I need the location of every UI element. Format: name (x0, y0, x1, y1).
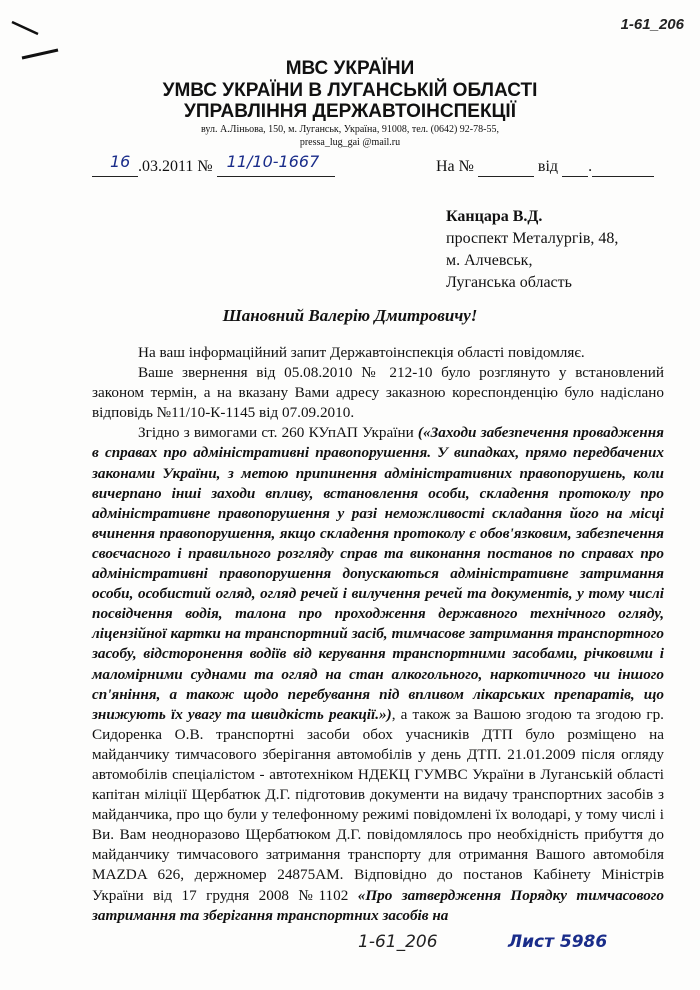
outgoing-registration (92, 152, 392, 180)
recipient-city: м. Алчевськ, (446, 252, 533, 269)
date-day-handwritten: 16 (110, 152, 131, 171)
org-email: pressa_lug_gai @mail.ru (299, 137, 401, 148)
recipient-region: Луганська область (446, 274, 572, 291)
recipient-block (446, 206, 618, 294)
salutation: Шановний Валерію Дмитровичу! (222, 306, 478, 325)
reference-number: 1-61_206 (620, 16, 684, 33)
org-region: УМВС УКРАЇНИ В ЛУГАНСЬКІЙ ОБЛАСТІ (162, 80, 538, 101)
incoming-registration (436, 158, 666, 177)
org-department: УПРАВЛІННЯ ДЕРЖАВТОІНСПЕКЦІЇ (184, 101, 516, 122)
recipient-street: проспект Металургів, 48, (446, 230, 619, 247)
paragraph-2: Ваше звернення від 05.08.2010 № 212-10 було розглянуто у встановлений законом термін, а на вказану Вами адресу заказною кореспонденцію було надіслано відповідь №11/10-К-1145 від 07.09.2010. (92, 364, 664, 422)
p3-rest: , а також за Вашою згодою та згодою гр. Сидоренка О.В. транспортні засоби обох учасників ДТП було розміщено на майданчику тимчасового зберігання автомобілів у день ДТП. 21.01.2009 після огляду автомобілів спеціалістом - автотехніком НДЕКЦ ГУМВС України в Луганській області капітан міліції Щербатюк Д.Г. підготовив документи на видачу транспортних засобів з майданчика, про що були у телефонному режимі повідомлені їх володарі, у тому числі і Ви. Вам неодноразово Щербатюком Д.Г. повідомлялось про необхідність прибуття до майданчику тимчасового затримання транспорту для отримання Вашого автомобіля MAZDA 626, держномер 24875АМ. Відповідно до постанов Кабінету Міністрів України від 17 грудня 2008 №1102 (92, 705, 664, 904)
p3-start: Згідно з вимогами ст. 260 КУпАП України (138, 424, 418, 442)
date-rest: .03.2011 № (138, 158, 213, 175)
vid-label: від (537, 158, 559, 175)
org-ministry: МВС УКРАЇНИ (285, 58, 415, 79)
footer-handwritten-code: 1-61_206 (358, 932, 438, 952)
p3-quote: («Заходи забезпечення провадження в справах про адміністративні правопорушення. У випадках, прямо передбачених законами України, з метою припинення адміністративних правопорушень, коли вичерпано інші заходи впливу, встановлення особи, складення протоколу про адміністративне правопорушення у разі неможливості складання його на місці вчинення правопорушення, якщо складення протоколу є обов'язковим, забезпечення своєчасного і правильного розгляду справ та виконання постанов по справах про адміністративні правопорушення допускаються адміністративне затримання особи, особистий огляд, огляд речей і вилучення речей та документів, у тому числі посвідчення водія, талона про проходження державного технічного огляду, ліцензійної картки на транспортний засіб, тимчасове затримання транспортного засобу, відсторонення водіїв від керування транспортними засобами, річковими і маломірними суднами та огляд на стан алкогольного, наркотичного чи іншого сп'яніння, а також щодо перебування під впливом лікарських препаратів, що знижують їх увагу та швидкість реакції.») (92, 424, 664, 723)
footer-sheet-number: Лист 5986 (508, 932, 608, 952)
paragraph-1: На ваш інформаційний запит Державтоінспекція області повідомляє. (138, 344, 585, 361)
letter-body (92, 343, 664, 926)
outgoing-number-handwritten: 11/10-1667 (226, 152, 320, 171)
recipient-name: Канцара В.Д. (446, 208, 543, 225)
paragraph-3 (92, 423, 664, 925)
org-address: вул. А.Ліньова, 150, м. Луганськ, Україна, 91008, тел. (0642) 92-78-55, (201, 124, 499, 135)
p3-quote-2: «Про затвердження Порядку тимчасового затримання та зберігання транспортних засобів на (92, 886, 664, 924)
vid-dot: . (588, 158, 593, 175)
na-label: На № (436, 158, 474, 175)
